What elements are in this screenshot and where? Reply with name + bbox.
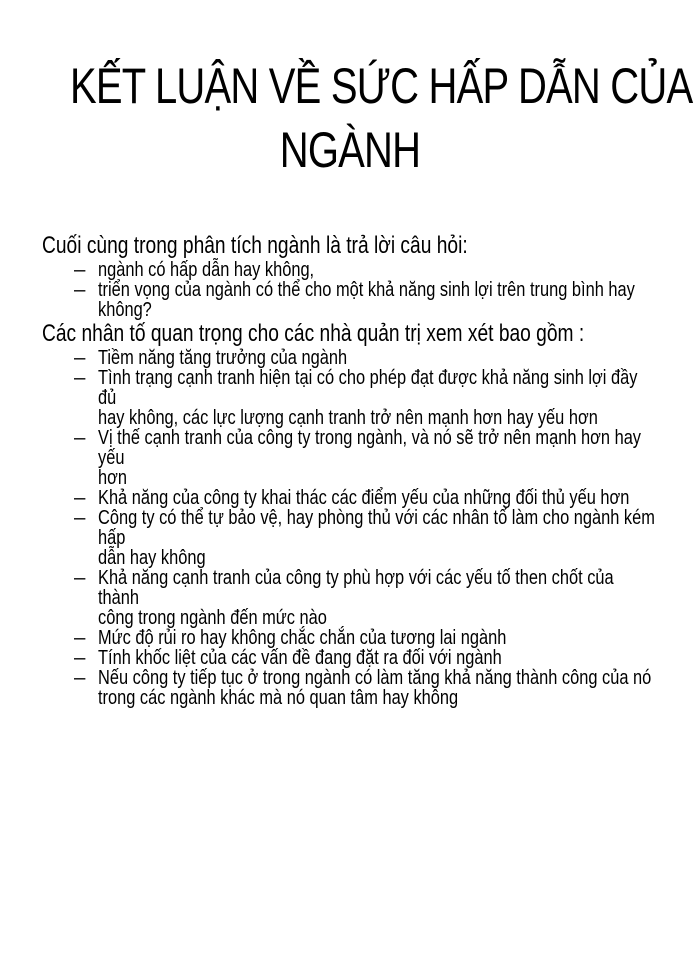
dash-bullet-icon: – [74,626,86,649]
question-list [42,260,682,320]
list-item [42,628,682,648]
list-item [42,368,682,428]
list-item [42,260,682,280]
list-item [42,348,682,368]
section-lead-factors: Các nhân tố quan trọng cho các nhà quản trị xem xét bao gồm : [42,320,585,347]
list-item-text-cont: hay không, các lực lượng cạnh tranh trở nên mạnh hơn hay yếu hơn [98,406,598,429]
dash-bullet-icon: – [74,346,86,369]
list-item-text-cont: dẫn hay không [98,546,206,569]
list-item-text: triển vọng của ngành có thể cho một khả năng sinh lợi trên trung bình hay [98,278,635,301]
list-item [42,508,682,568]
dash-bullet-icon: – [74,486,86,509]
list-item-text: Tiềm năng tăng trưởng của ngành [98,346,348,369]
list-item-text: Khả năng của công ty khai thác các điểm yếu của những đối thủ yếu hơn [98,486,630,509]
list-item [42,568,682,628]
dash-bullet-icon: – [74,278,86,301]
list-item-text: Công ty có thể tự bảo vệ, hay phòng thủ với các nhân tố làm cho ngành kém hấp [98,506,655,549]
slide-title [0,54,700,182]
dash-bullet-icon: – [74,426,86,449]
list-item-text: Tính khốc liệt của các vấn đề đang đặt ra đối với ngành [98,646,502,669]
list-item [42,648,682,668]
list-item [42,488,682,508]
dash-bullet-icon: – [74,666,86,689]
list-item-text-cont: công trong ngành đến mức nào [98,606,327,629]
list-item-text: Nếu công ty tiếp tục ở trong ngành có làm tăng khả năng thành công của nó [98,666,652,689]
list-item [42,668,682,708]
list-item-text-cont: không? [98,298,152,321]
list-item-text-cont: hơn [98,466,127,489]
dash-bullet-icon: – [74,646,86,669]
dash-bullet-icon: – [74,258,86,281]
factors-list [42,348,682,708]
list-item-text: ngành có hấp dẫn hay không, [98,258,315,281]
title-line-2: NGÀNH [279,122,421,178]
list-item-text: Vị thế cạnh tranh của công ty trong ngành, và nó sẽ trở nên mạnh hơn hay yếu [98,426,642,469]
list-item-text: Tình trạng cạnh tranh hiện tại có cho phép đạt được khả năng sinh lợi đầy đủ [98,366,638,409]
list-item [42,280,682,320]
list-item-text-cont: trong các ngành khác mà nó quan tâm hay không [98,686,459,709]
dash-bullet-icon: – [74,566,86,589]
list-item-text: Mức độ rủi ro hay không chắc chắn của tương lai ngành [98,626,507,649]
title-line-1: KẾT LUẬN VỀ SỨC HẤP DẪN CỦA [70,58,693,114]
dash-bullet-icon: – [74,366,86,389]
section-lead-question: Cuối cùng trong phân tích ngành là trả lời câu hỏi: [42,232,468,259]
list-item-text: Khả năng cạnh tranh của công ty phù hợp với các yếu tố then chốt của thành [98,566,614,609]
slide-body [42,232,682,708]
list-item [42,428,682,488]
dash-bullet-icon: – [74,506,86,529]
